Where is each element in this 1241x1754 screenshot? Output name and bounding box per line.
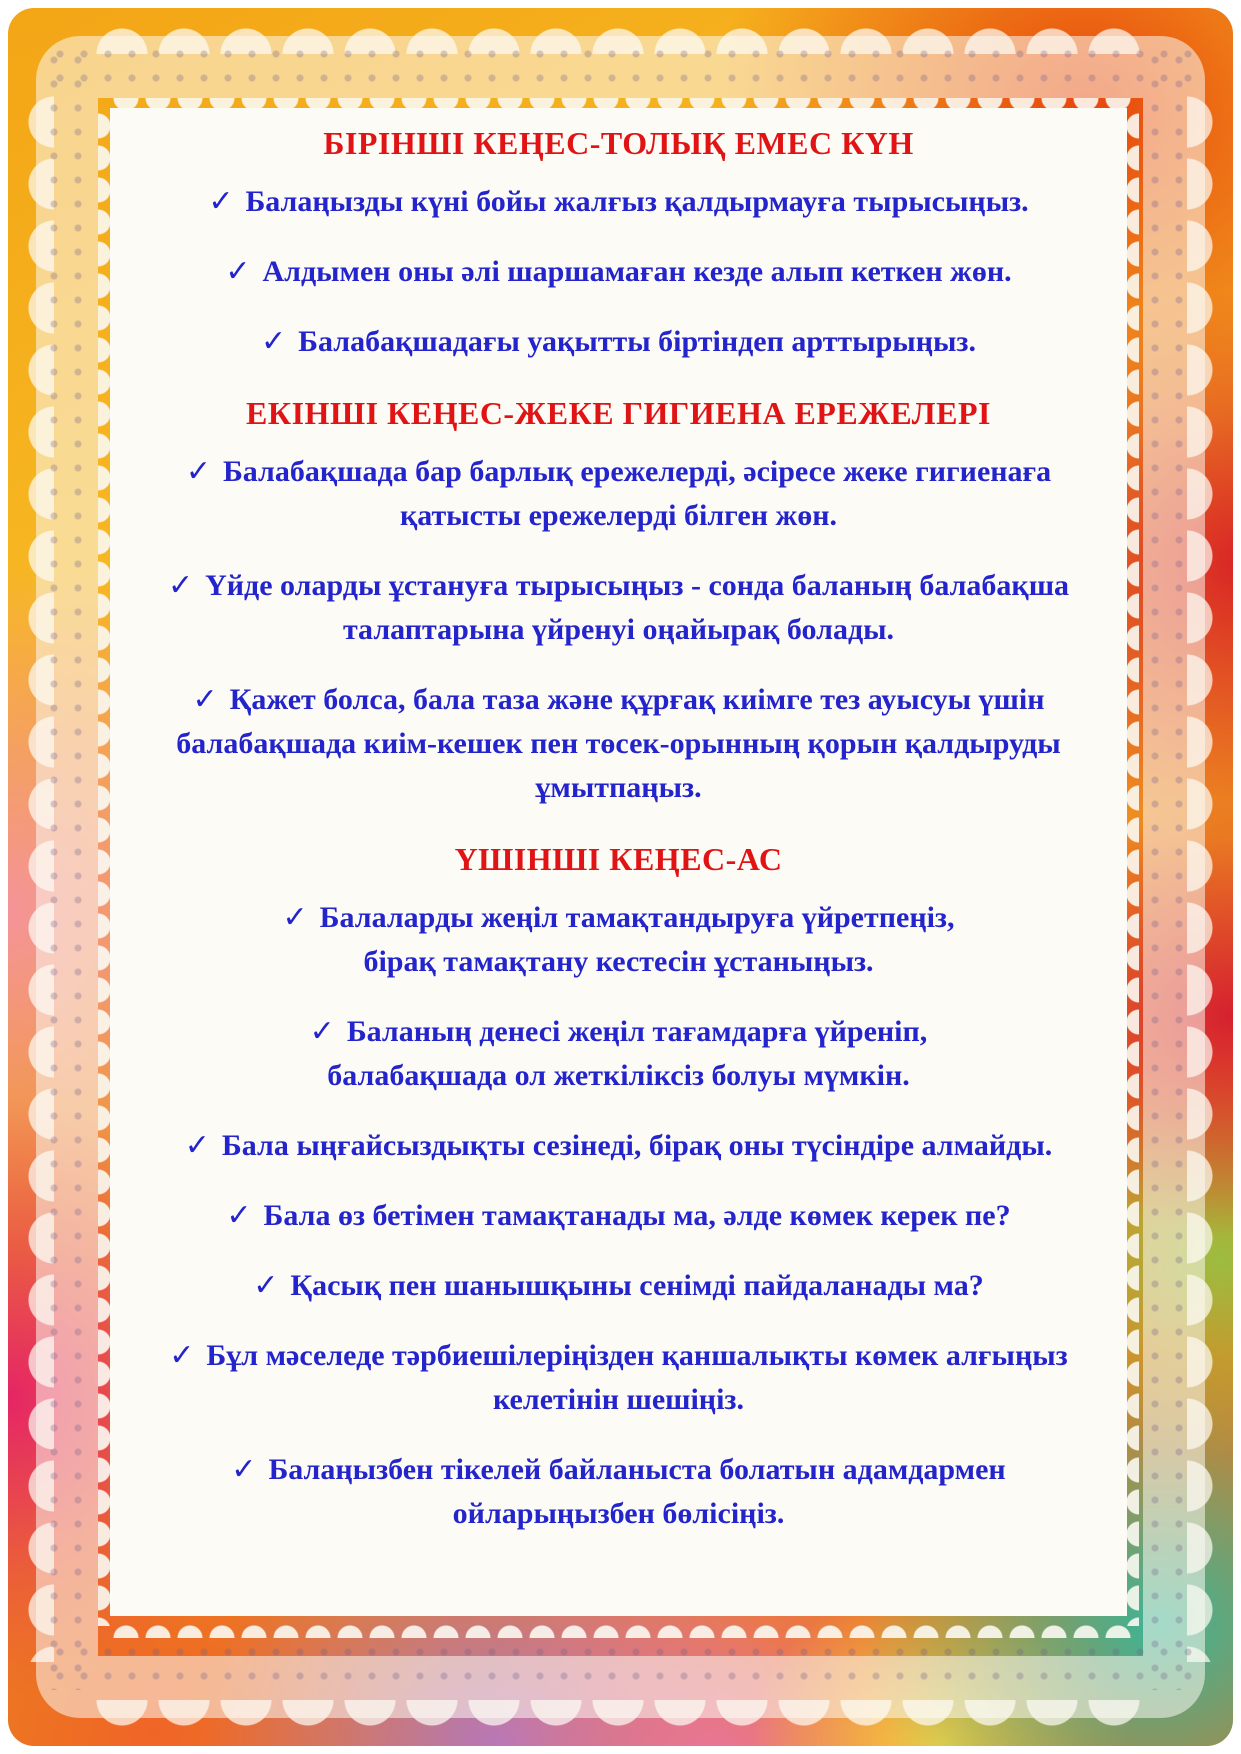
- check-icon: ✓: [169, 1338, 195, 1373]
- check-icon: ✓: [184, 1128, 210, 1163]
- check-icon: ✓: [309, 1014, 335, 1049]
- advice-item: [128, 320, 1109, 364]
- check-icon: ✓: [185, 454, 211, 489]
- check-icon: ✓: [261, 324, 287, 359]
- check-icon: ✓: [282, 900, 308, 935]
- item-text: Балаларды жеңіл тамақтандыруға үйретпеңіз, бірақ тамақтану кестесін ұстаныңыз.: [319, 901, 955, 978]
- section-title: ЕКІНШІ КЕҢЕС-ЖЕКЕ ГИГИЕНА ЕРЕЖЕЛЕРІ: [246, 395, 991, 431]
- check-icon: ✓: [225, 254, 251, 289]
- lace-scallop-outer-bottom: [92, 1700, 1149, 1742]
- advice-item: [128, 1194, 1109, 1238]
- item-text: Баланың денесі жеңіл тағамдарға үйреніп, балабақшада ол жеткіліксіз болуы мүмкін.: [327, 1015, 928, 1092]
- check-icon: ✓: [167, 568, 194, 603]
- section-third-advice: [128, 836, 1109, 1536]
- item-text: Балабақшада бар барлық ережелерді, әсіресе жеке гигиенаға қатысты ережелерді білген жөн.: [222, 455, 1052, 532]
- lace-holes-right: [1143, 48, 1199, 1690]
- lace-holes-bottom: [48, 1640, 1193, 1696]
- advice-item: [179, 1448, 1059, 1536]
- lace-holes-left: [42, 48, 98, 1690]
- advice-item: [128, 1124, 1109, 1168]
- section-title: БІРІНШІ КЕҢЕС-ТОЛЫҚ ЕМЕС КҮН: [323, 125, 914, 161]
- poster-background: [8, 8, 1233, 1746]
- check-icon: ✓: [226, 1198, 252, 1233]
- lace-holes-top: [48, 42, 1193, 98]
- advice-item: [159, 564, 1079, 652]
- advice-item: [128, 180, 1109, 224]
- advice-item: [249, 896, 989, 984]
- item-text: Қажет болса, бала таза және құрғақ киімге тез ауысуы үшін балабақшада киім-кешек пен төсек-орынның қорын қалдыруды ұмытпаңыз.: [176, 683, 1061, 804]
- advice-item: [269, 1010, 969, 1098]
- item-text: Қасық пен шанышқыны сенімді пайдаланады ма?: [290, 1269, 984, 1302]
- check-icon: ✓: [192, 682, 218, 717]
- lace-scallop-inner-bottom: [110, 1616, 1131, 1638]
- item-text: Балаңызды күні бойы жалғыз қалдырмауға тырысыңыз.: [245, 185, 1029, 218]
- section-first-advice: [128, 120, 1109, 364]
- advice-item: [154, 678, 1084, 810]
- item-text: Бала өз бетімен тамақтанады ма, әлде көмек керек пе?: [263, 1199, 1011, 1232]
- item-text: Үйде оларды ұстануға тырысыңыз - сонда баланың балабақша талаптарына үйренуі оңайырақ болады.: [205, 569, 1070, 646]
- check-icon: ✓: [208, 184, 234, 219]
- item-text: Бұл мәселеде тәрбиешілеріңізден қаншалықты көмек алғыңыз келетінін шешіңіз.: [206, 1339, 1068, 1416]
- item-text: Алдымен оны әлі шаршамаған кезде алып кеткен жөн.: [262, 255, 1012, 288]
- advice-item: [149, 1334, 1089, 1422]
- item-text: Балабақшадағы уақытты біртіндеп арттырыңыз.: [298, 325, 976, 358]
- advice-item: [128, 250, 1109, 294]
- check-icon: ✓: [253, 1268, 279, 1303]
- advice-item: [159, 450, 1079, 538]
- item-text: Бала ыңғайсыздықты сезінеді, бірақ оны түсіндіре алмайды.: [221, 1129, 1053, 1162]
- content-panel: [110, 108, 1127, 1616]
- item-text: Балаңызбен тікелей байланыста болатын адамдармен ойларыңызбен бөлісіңіз.: [268, 1453, 1006, 1530]
- advice-item: [128, 1264, 1109, 1308]
- section-second-advice: [128, 390, 1109, 810]
- check-icon: ✓: [231, 1452, 257, 1487]
- section-title: ҮШІНШІ КЕҢЕС-АС: [454, 841, 783, 877]
